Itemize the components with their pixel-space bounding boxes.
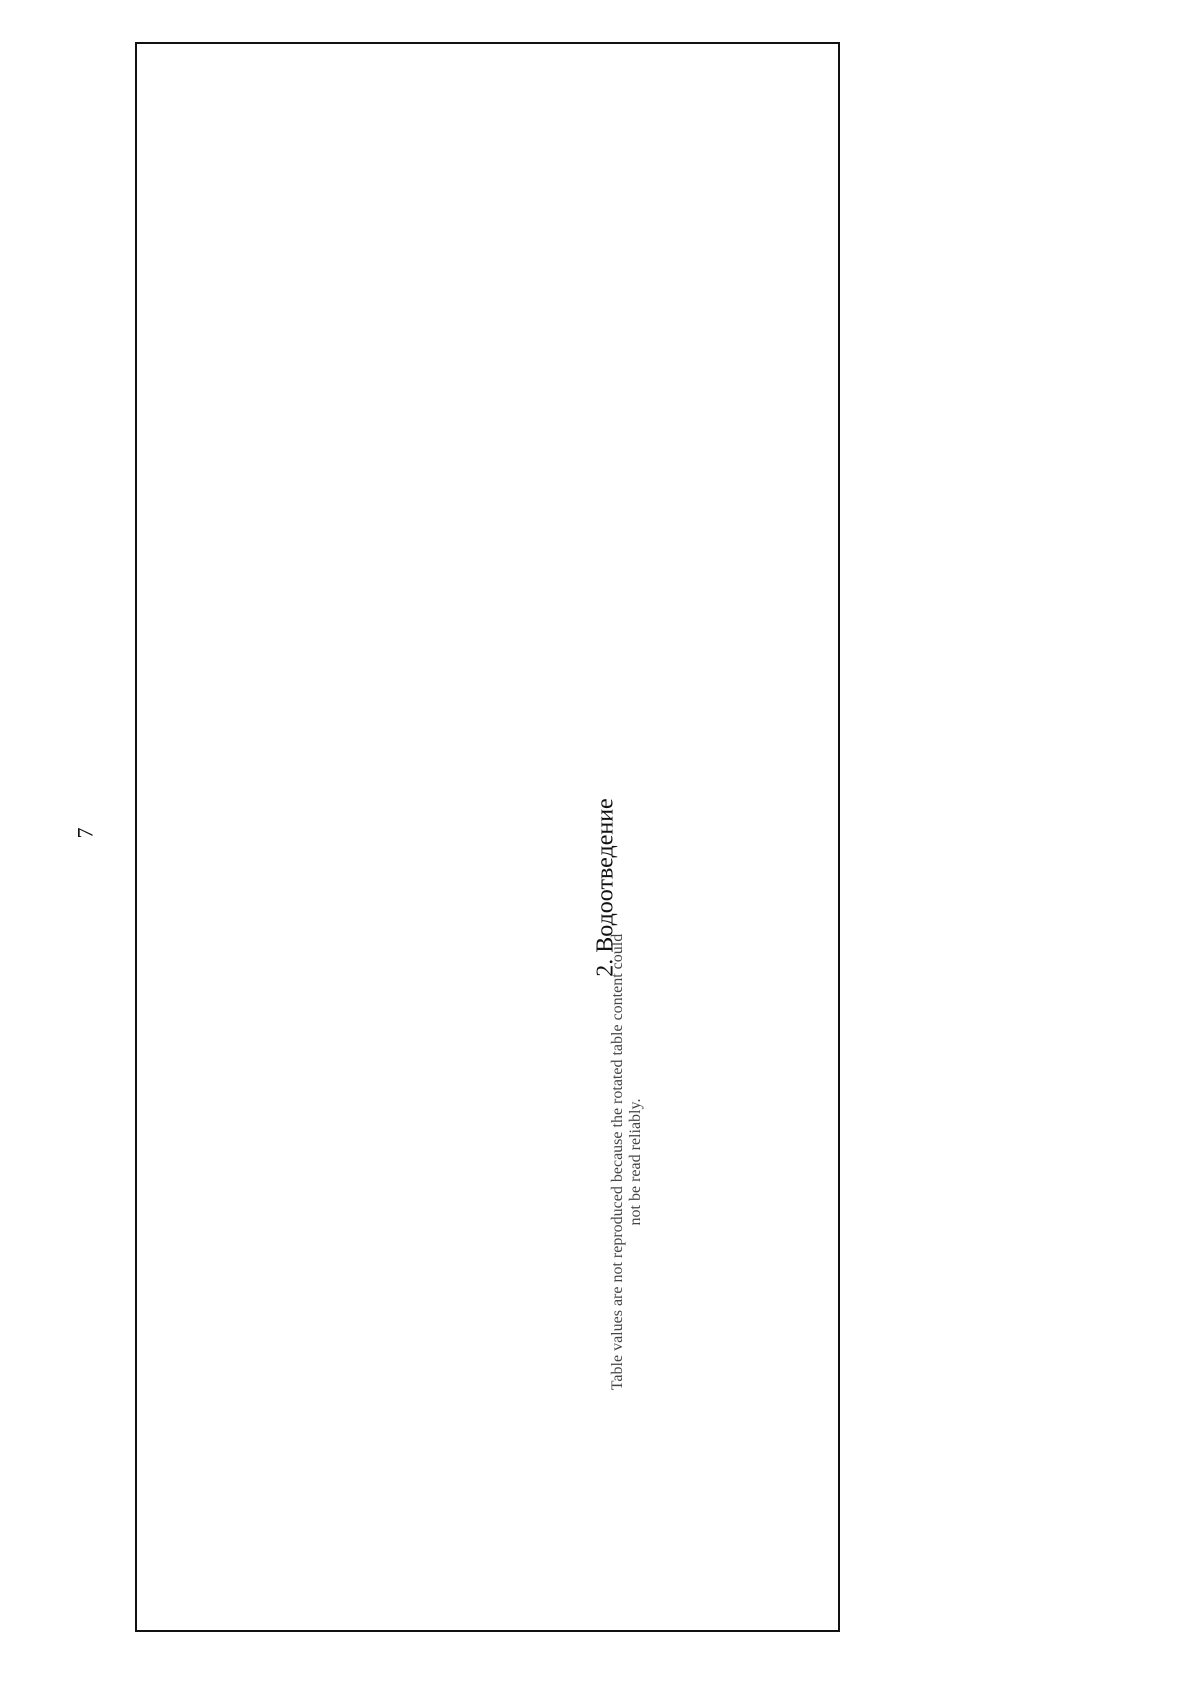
transcription-notice: Table values are not reproduced because the rotated table content could not be read reliably. [609, 933, 644, 1391]
table-area [135, 42, 840, 1632]
section-title: 2. Водоотведение [592, 798, 619, 977]
page-number: 7 [72, 827, 98, 839]
